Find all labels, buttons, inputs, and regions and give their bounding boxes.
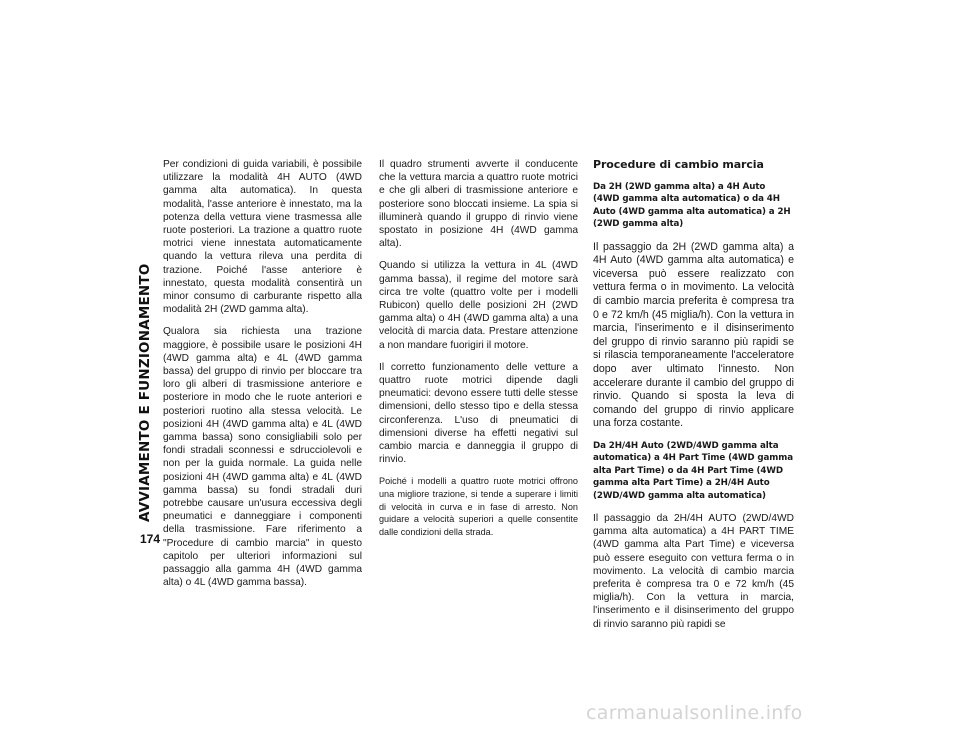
watermark-text: carmanualsonline.info — [586, 702, 803, 724]
subsection-heading: Da 2H/4H Auto (2WD/4WD gamma alta automatica) a 4H Part Time (4WD gamma alta Part Time) o da 4H Part Time (4WD gamma alta Part Time) a 2H/4H Auto (2WD/4WD gamma alta automatica) — [593, 440, 793, 501]
paragraph: Il quadro strumenti avverte il conducente che la vettura marcia a quattro ruote motrici e che gli alberi di trasmissione anteriore e posteriore sono bloccati insieme. La spia si illuminerà quando il gruppo di rinvio viene spostato in posizione 4H (4WD gamma alta). — [379, 159, 578, 250]
section-heading: Procedure di cambio marcia — [593, 158, 764, 171]
text-column-2 — [379, 158, 578, 547]
paragraph: Quando si utilizza la vettura in 4L (4WD gamma bassa), il regime del motore sarà circa tre volte (quattro volte per i modelli Rubicon) quello delle posizioni 2H (2WD gamma alta) o 4H (4WD gamma alta) a una velocità di marcia data. Prestare attenzione a non mandare fuorigiri il motore. — [379, 260, 578, 351]
note-paragraph: Poiché i modelli a quattro ruote motrici offrono una migliore trazione, si tende a superare i limiti di velocità in curva e in fase di arresto. Non guidare a velocità superiori a quelle consentite dalle condizioni della strada. — [379, 476, 578, 537]
paragraph: Qualora sia richiesta una trazione maggiore, è possibile usare le posizioni 4H (4WD gamma alta) e 4L (4WD gamma bassa) del gruppo di rinvio per bloccare tra loro gli alberi di trasmissione anteriore e posteriore in modo che le ruote anteriori e posteriori ruotino alla stessa velocità. Le posizioni 4H (4WD gamma alta) e 4L (4WD gamma bassa) sono consigliabili solo per fondi stradali sconnessi e sdrucciolevoli e non per la guida normale. La guida nelle posizioni 4H (4WD gamma alta) e 4L (4WD gamma bassa) su fondi stradali duri potrebbe causare un'usura eccessiva degli pneumatici e danneggiare i componenti della trasmissione. Fare riferimento a "Procedure di cambio marcia" in questo capitolo per ulteriori informazioni sul passaggio alla gamma 4H (4WD gamma alta) o 4L (4WD gamma bassa). — [163, 326, 362, 589]
text-column-3 — [593, 158, 794, 640]
paragraph: Il passaggio da 2H/4H AUTO (2WD/4WD gamma alta automatica) a 4H PART TIME (4WD gamma alta Part Time) e viceversa può essere eseguito con vettura ferma o in movimento. La velocità di cambio marcia preferita è compresa tra 0 e 72 km/h (45 miglia/h). Con la vettura in marcia, l'inserimento e il disinserimento del gruppo di rinvio saranno più rapidi se — [593, 512, 794, 630]
paragraph: Il corretto funzionamento delle vetture a quattro ruote motrici dipende dagli pneumatici: devono essere tutti delle stesse dimensioni, dello stesso tipo e della stessa circonferenza. L'uso di pneumatici di dimensioni diverse ha effetti negativi sul cambio marcia e danneggia il gruppo di rinvio. — [379, 361, 578, 466]
page-number: 174 — [140, 532, 161, 546]
subsection-heading: Da 2H (2WD gamma alta) a 4H Auto (4WD gamma alta automatica) o da 4H Auto (4WD gamma alta automatica) a 2H (2WD gamma alta) — [593, 182, 791, 230]
chapter-side-title: AVVIAMENTO E FUNZIONAMENTO — [137, 263, 153, 522]
paragraph: Il passaggio da 2H (2WD gamma alta) a 4H Auto (4WD gamma alta automatica) e viceversa può essere realizzato con vettura ferma o in movimento. La velocità di cambio marcia preferita è compresa tra 0 e 72 km/h (45 miglia/h). Con la vettura in marcia, l'inserimento e il disinserimento del gruppo di rinvio saranno più rapidi se si rilascia temporaneamente l'acceleratore dopo aver ultimato l'innesto. Non accelerare durante il cambio del gruppo di rinvio. Quando si sposta la leva di comando del gruppo di rinvio applicare una forza costante. — [593, 240, 794, 430]
paragraph: Per condizioni di guida variabili, è possibile utilizzare la modalità 4H AUTO (4WD gamma alta automatica). In questa modalità, l'asse anteriore è innestato, ma la potenza della vettura viene trasmessa alle ruote posteriori. La trazione a quattro ruote motrici viene innestata automaticamente quando la vettura rileva una perdita di trazione. Poiché l'asse anteriore è innestato, questa modalità consentirà un minor consumo di carburante rispetto alla modalità 2H (2WD gamma alta). — [163, 159, 362, 316]
text-column-1 — [163, 158, 362, 599]
